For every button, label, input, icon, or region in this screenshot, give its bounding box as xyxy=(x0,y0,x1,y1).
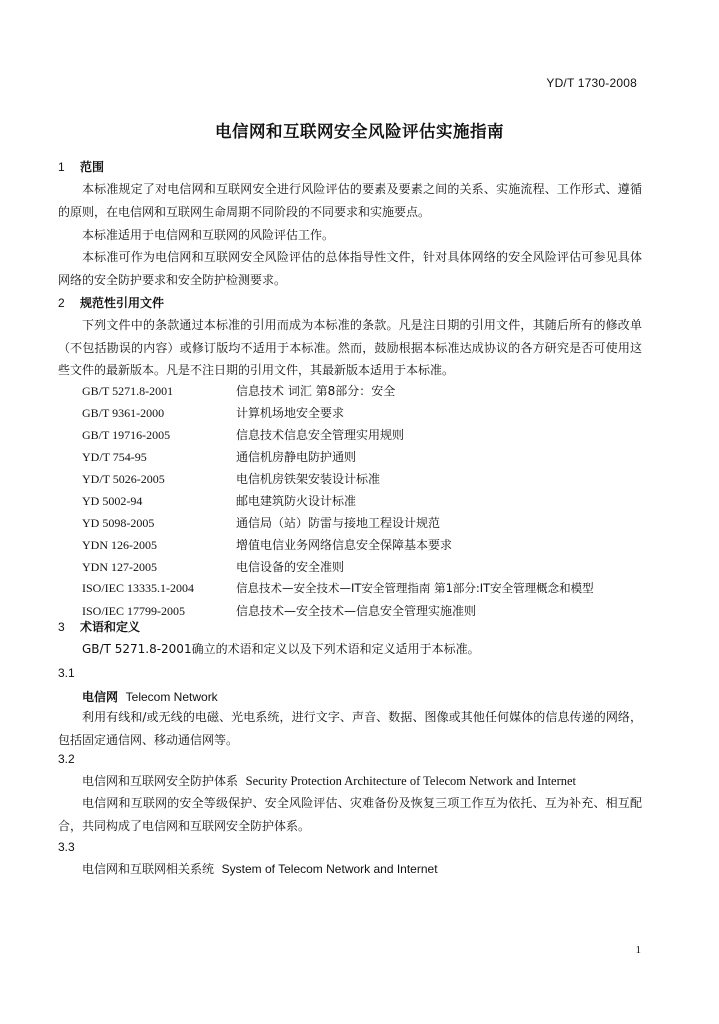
section-number: 1 xyxy=(58,160,65,174)
section-1-paragraph-2: 本标准适用于电信网和互联网的风险评估工作。 xyxy=(82,228,335,242)
reference-code: YD 5002-94 xyxy=(82,494,143,508)
section-2-heading xyxy=(58,294,164,311)
term-zh: 电信网和互联网安全防护体系 xyxy=(82,774,239,788)
reference-title: 信息技术—安全技术—IT安全管理指南 第1部分:IT安全管理概念和模型 xyxy=(236,581,594,595)
reference-row xyxy=(82,536,452,553)
section-1-paragraph-3: 本标准可作为电信网和互联网安全风险评估的总体指导性文件，针对具体网络的安全风险评估可参见具体网络的安全防护要求和安全防护检测要求。 xyxy=(58,250,642,287)
reference-row xyxy=(82,558,344,575)
reference-code: YD/T 5026-2005 xyxy=(82,472,165,486)
reference-code: YDN 127-2005 xyxy=(82,560,157,574)
section-number: 2 xyxy=(58,296,65,310)
reference-row xyxy=(82,448,356,465)
reference-row xyxy=(82,426,404,443)
term-zh: 电信网和互联网相关系统 xyxy=(82,862,215,876)
section-3-heading xyxy=(58,618,140,635)
term-number: 3.3 xyxy=(58,840,75,854)
reference-title: 通信局（站）防雷与接地工程设计规范 xyxy=(236,516,441,530)
term-en: Telecom Network xyxy=(125,690,218,704)
reference-code: ISO/IEC 13335.1-2004 xyxy=(82,581,194,595)
reference-code: GB/T 9361-2000 xyxy=(82,406,165,420)
reference-code: GB/T 19716-2005 xyxy=(82,428,171,442)
reference-title: 电信设备的安全准则 xyxy=(236,560,345,574)
term-heading xyxy=(82,772,576,789)
reference-title: 增值电信业务网络信息安全保障基本要求 xyxy=(236,538,453,552)
page-number: 1 xyxy=(635,944,641,956)
term-number: 3.1 xyxy=(58,666,75,680)
section-title: 范围 xyxy=(80,160,105,174)
reference-row xyxy=(82,492,356,509)
reference-code: GB/T 5271.8-2001 xyxy=(82,384,174,398)
reference-row xyxy=(82,470,380,487)
term-heading xyxy=(82,688,218,705)
reference-code: ISO/IEC 17799-2005 xyxy=(82,604,185,618)
reference-code: YD/T 754-95 xyxy=(82,450,147,464)
reference-title: 计算机场地安全要求 xyxy=(236,406,345,420)
reference-row xyxy=(82,382,395,399)
reference-title: 通信机房静电防护通则 xyxy=(236,450,357,464)
term-zh: 电信网 xyxy=(82,690,119,704)
term-en: System of Telecom Network and Internet xyxy=(221,862,438,876)
section-title: 规范性引用文件 xyxy=(80,296,165,310)
standard-code: YD/T 1730-2008 xyxy=(546,76,637,90)
reference-title: 邮电建筑防火设计标准 xyxy=(236,494,357,508)
reference-row xyxy=(82,404,344,421)
term-definition: 电信网和互联网的安全等级保护、安全风险评估、灾难备份及恢复三项工作互为依托、互为补充、相互配合，共同构成了电信网和互联网安全防护体系。 xyxy=(58,796,642,833)
page-title: 电信网和互联网安全风险评估实施指南 xyxy=(215,122,504,141)
reference-title: 信息技术 词汇 第8部分：安全 xyxy=(236,384,396,398)
reference-title: 信息技术—安全技术—信息安全管理实施准则 xyxy=(236,604,477,618)
section-3-intro: GB/T 5271.8-2001确立的术语和定义以及下列术语和定义适用于本标准。 xyxy=(82,642,480,656)
term-heading xyxy=(82,860,438,877)
section-2-intro: 下列文件中的条款通过本标准的引用而成为本标准的条款。凡是注日期的引用文件，其随后所有的修改单（不包括勘误的内容）或修订版均不适用于本标准。然而，鼓励根据本标准达成协议的各方研究是否可使用这些文件的最新版本。凡是不注日期的引用文件，其最新版本适用于本标准。 xyxy=(58,318,642,377)
section-1-paragraph-1: 本标准规定了对电信网和互联网安全进行风险评估的要素及要素之间的关系、实施流程、工作形式、遵循的原则，在电信网和互联网生命周期不同阶段的不同要求和实施要点。 xyxy=(58,182,642,219)
reference-code: YD 5098-2005 xyxy=(82,516,155,530)
reference-title: 信息技术信息安全管理实用规则 xyxy=(236,428,405,442)
term-definition: 利用有线和/或无线的电磁、光电系统，进行文字、声音、数据、图像或其他任何媒体的信息传递的网络，包括固定通信网、移动通信网等。 xyxy=(58,710,642,747)
section-title: 术语和定义 xyxy=(80,620,141,634)
section-1-heading xyxy=(58,158,104,175)
reference-title: 电信机房铁架安装设计标准 xyxy=(236,472,381,486)
reference-row xyxy=(82,514,440,531)
reference-row xyxy=(82,602,476,619)
section-number: 3 xyxy=(58,620,65,634)
term-en: Security Protection Architecture of Telecom Network and Internet xyxy=(245,774,577,788)
reference-row xyxy=(82,580,594,596)
reference-code: YDN 126-2005 xyxy=(82,538,157,552)
term-number: 3.2 xyxy=(58,752,75,766)
